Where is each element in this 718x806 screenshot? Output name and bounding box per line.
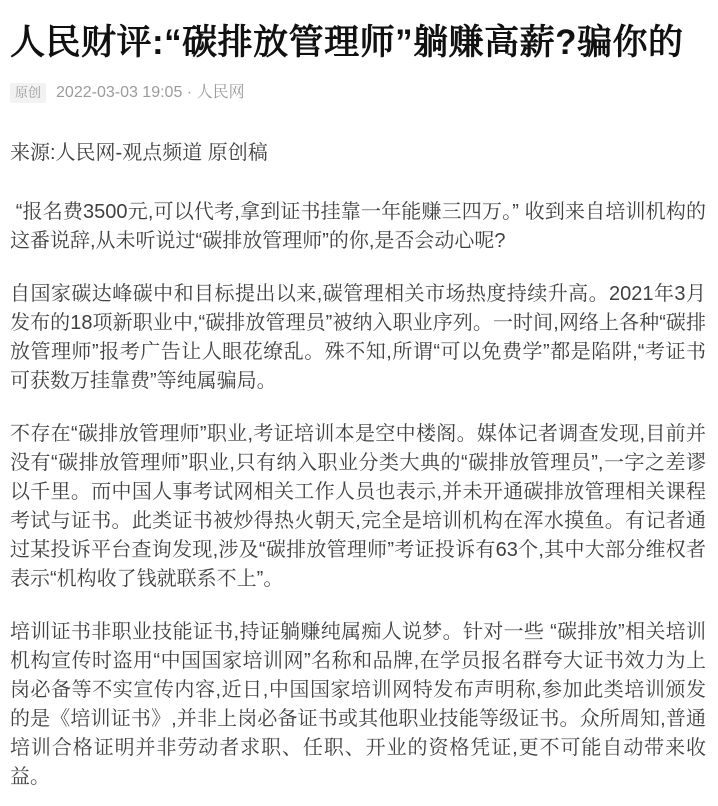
publish-info: 2022-03-03 19:05 · 人民网: [56, 84, 245, 101]
article-paragraph-4: 培训证书非职业技能证书,持证躺赚纯属痴人说梦。针对一些 “碳排放”相关培训机构宣传时盗用“中国国家培训网”名称和品牌,在学员报名群夸大证书效力为上岗必备等不实宣传内容,近日,中国国家培训网特发布声明称,参加此类培训颁发的是《培训证书》,并非上岗必备证书或其他职业技能等级证书。众所周知,普通培训合格证明并非劳动者求职、任职、开业的资格凭证,更不可能自动带来收益。: [10, 621, 706, 788]
article-paragraph-3: 不存在“碳排放管理师”职业,考证培训本是空中楼阁。媒体记者调查发现,目前并没有“碳排放管理师”职业,只有纳入职业分类大典的“碳排放管理员”,一字之差谬以千里。而中国人事考试网相关工作人员也表示,并未开通碳排放管理相关课程考试与证书。此类证书被炒得热火朝天,完全是培训机构在浑水摸鱼。有记者通过某投诉平台查询发现,涉及“碳排放管理师”考证投诉有63个,其中大部分维权者表示“机构收了钱就联系不上”。: [10, 423, 706, 590]
article-paragraph-1: “报名费3500元,可以代考,拿到证书挂靠一年能赚三四万。” 收到来自培训机构的这番说辞,从未听说过“碳排放管理师”的你,是否会动心呢?: [10, 201, 707, 252]
article-paragraph-2: 自国家碳达峰碳中和目标提出以来,碳管理相关市场热度持续升高。2021年3月发布的18项新职业中,“碳排放管理员”被纳入职业序列。一时间,网络上各种“碳排放管理师”报考广告让人眼花缭乱。殊不知,所谓“可以免费学”都是陷阱,“考证书可获数万挂靠费”等纯属骗局。: [10, 283, 706, 392]
article-title: 人民财评:“碳排放管理师”躺赚高薪?骗你的: [10, 23, 684, 62]
source-line: 来源:人民网-观点频道 原创稿: [10, 142, 268, 164]
article-meta-row: [10, 83, 706, 103]
original-badge: 原创: [10, 83, 46, 103]
